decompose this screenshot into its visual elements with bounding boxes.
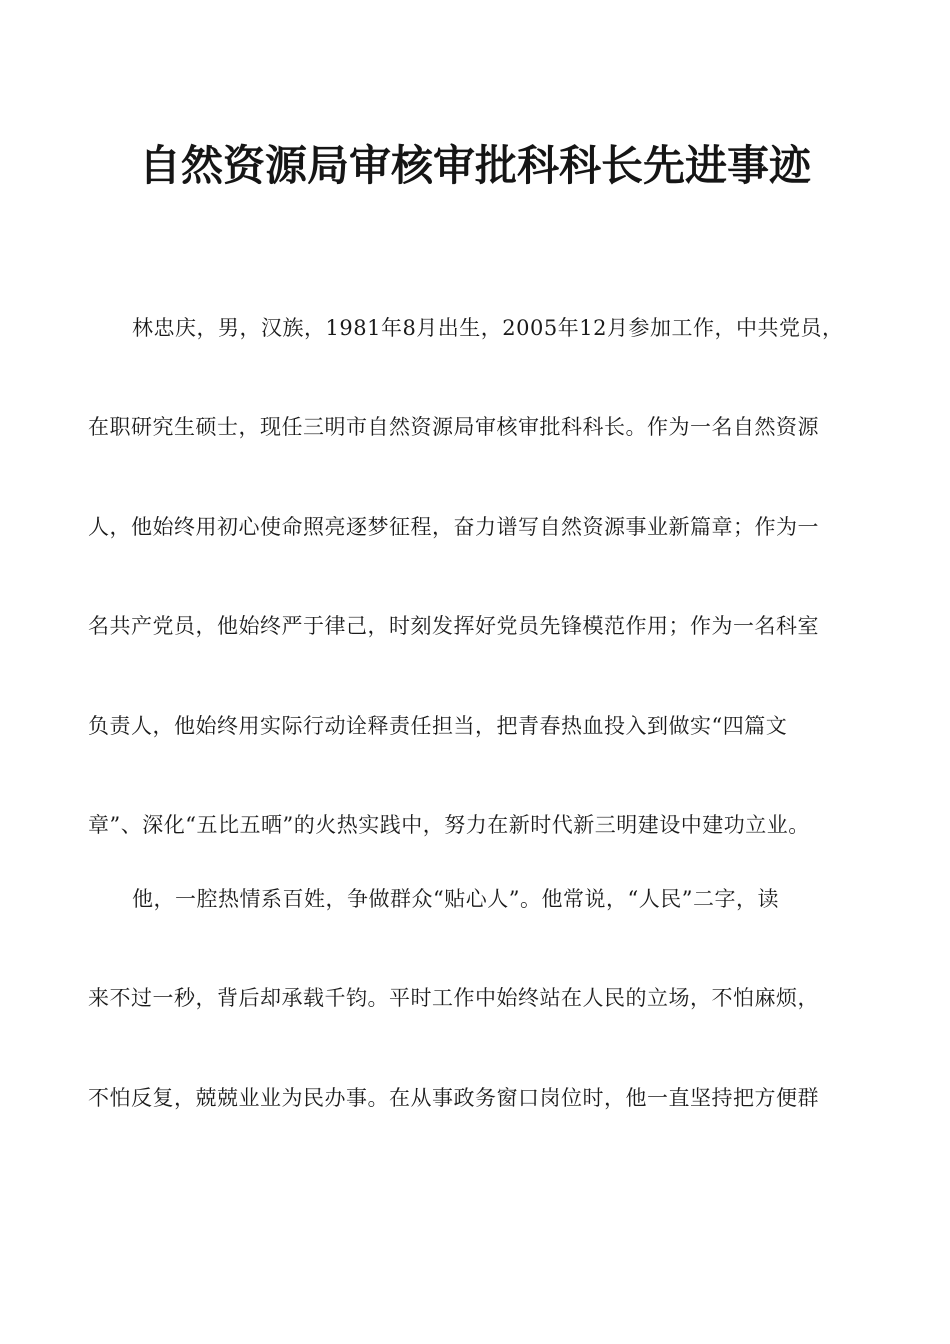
document-title: 自然资源局审核审批科科长先进事迹 <box>138 141 811 190</box>
paragraph-2-line-3: 不怕反复，兢兢业业为民办事。在从事政务窗口岗位时，他一直坚持把方便群 <box>88 1086 819 1110</box>
paragraph-1-line-2: 在职研究生硕士，现任三明市自然资源局审核审批科科长。作为一名自然资源 <box>88 415 819 439</box>
paragraph-1-line-4: 名共产党员，他始终严于律己，时刻发挥好党员先锋模范作用；作为一名科室 <box>88 614 819 638</box>
paragraph-1-line-5: 负责人，他始终用实际行动诠释责任担当，把青春热血投入到做实“四篇文 <box>88 714 788 738</box>
paragraph-1-line-1: 林忠庆，男，汉族，1981年8月出生，2005年12月参加工作，中共党员， <box>132 316 844 340</box>
paragraph-2-line-1: 他，一腔热情系百姓，争做群众“贴心人”。他常说，“人民”二字，读 <box>132 887 779 911</box>
paragraph-1-line-6: 章”、深化“五比五晒”的火热实践中，努力在新时代新三明建设中建功立业。 <box>88 813 810 837</box>
paragraph-1-line-3: 人，他始终用初心使命照亮逐梦征程，奋力谱写自然资源事业新篇章；作为一 <box>88 515 819 539</box>
paragraph-2-line-2: 来不过一秒，背后却承载千钧。平时工作中始终站在人民的立场，不怕麻烦， <box>88 986 819 1010</box>
